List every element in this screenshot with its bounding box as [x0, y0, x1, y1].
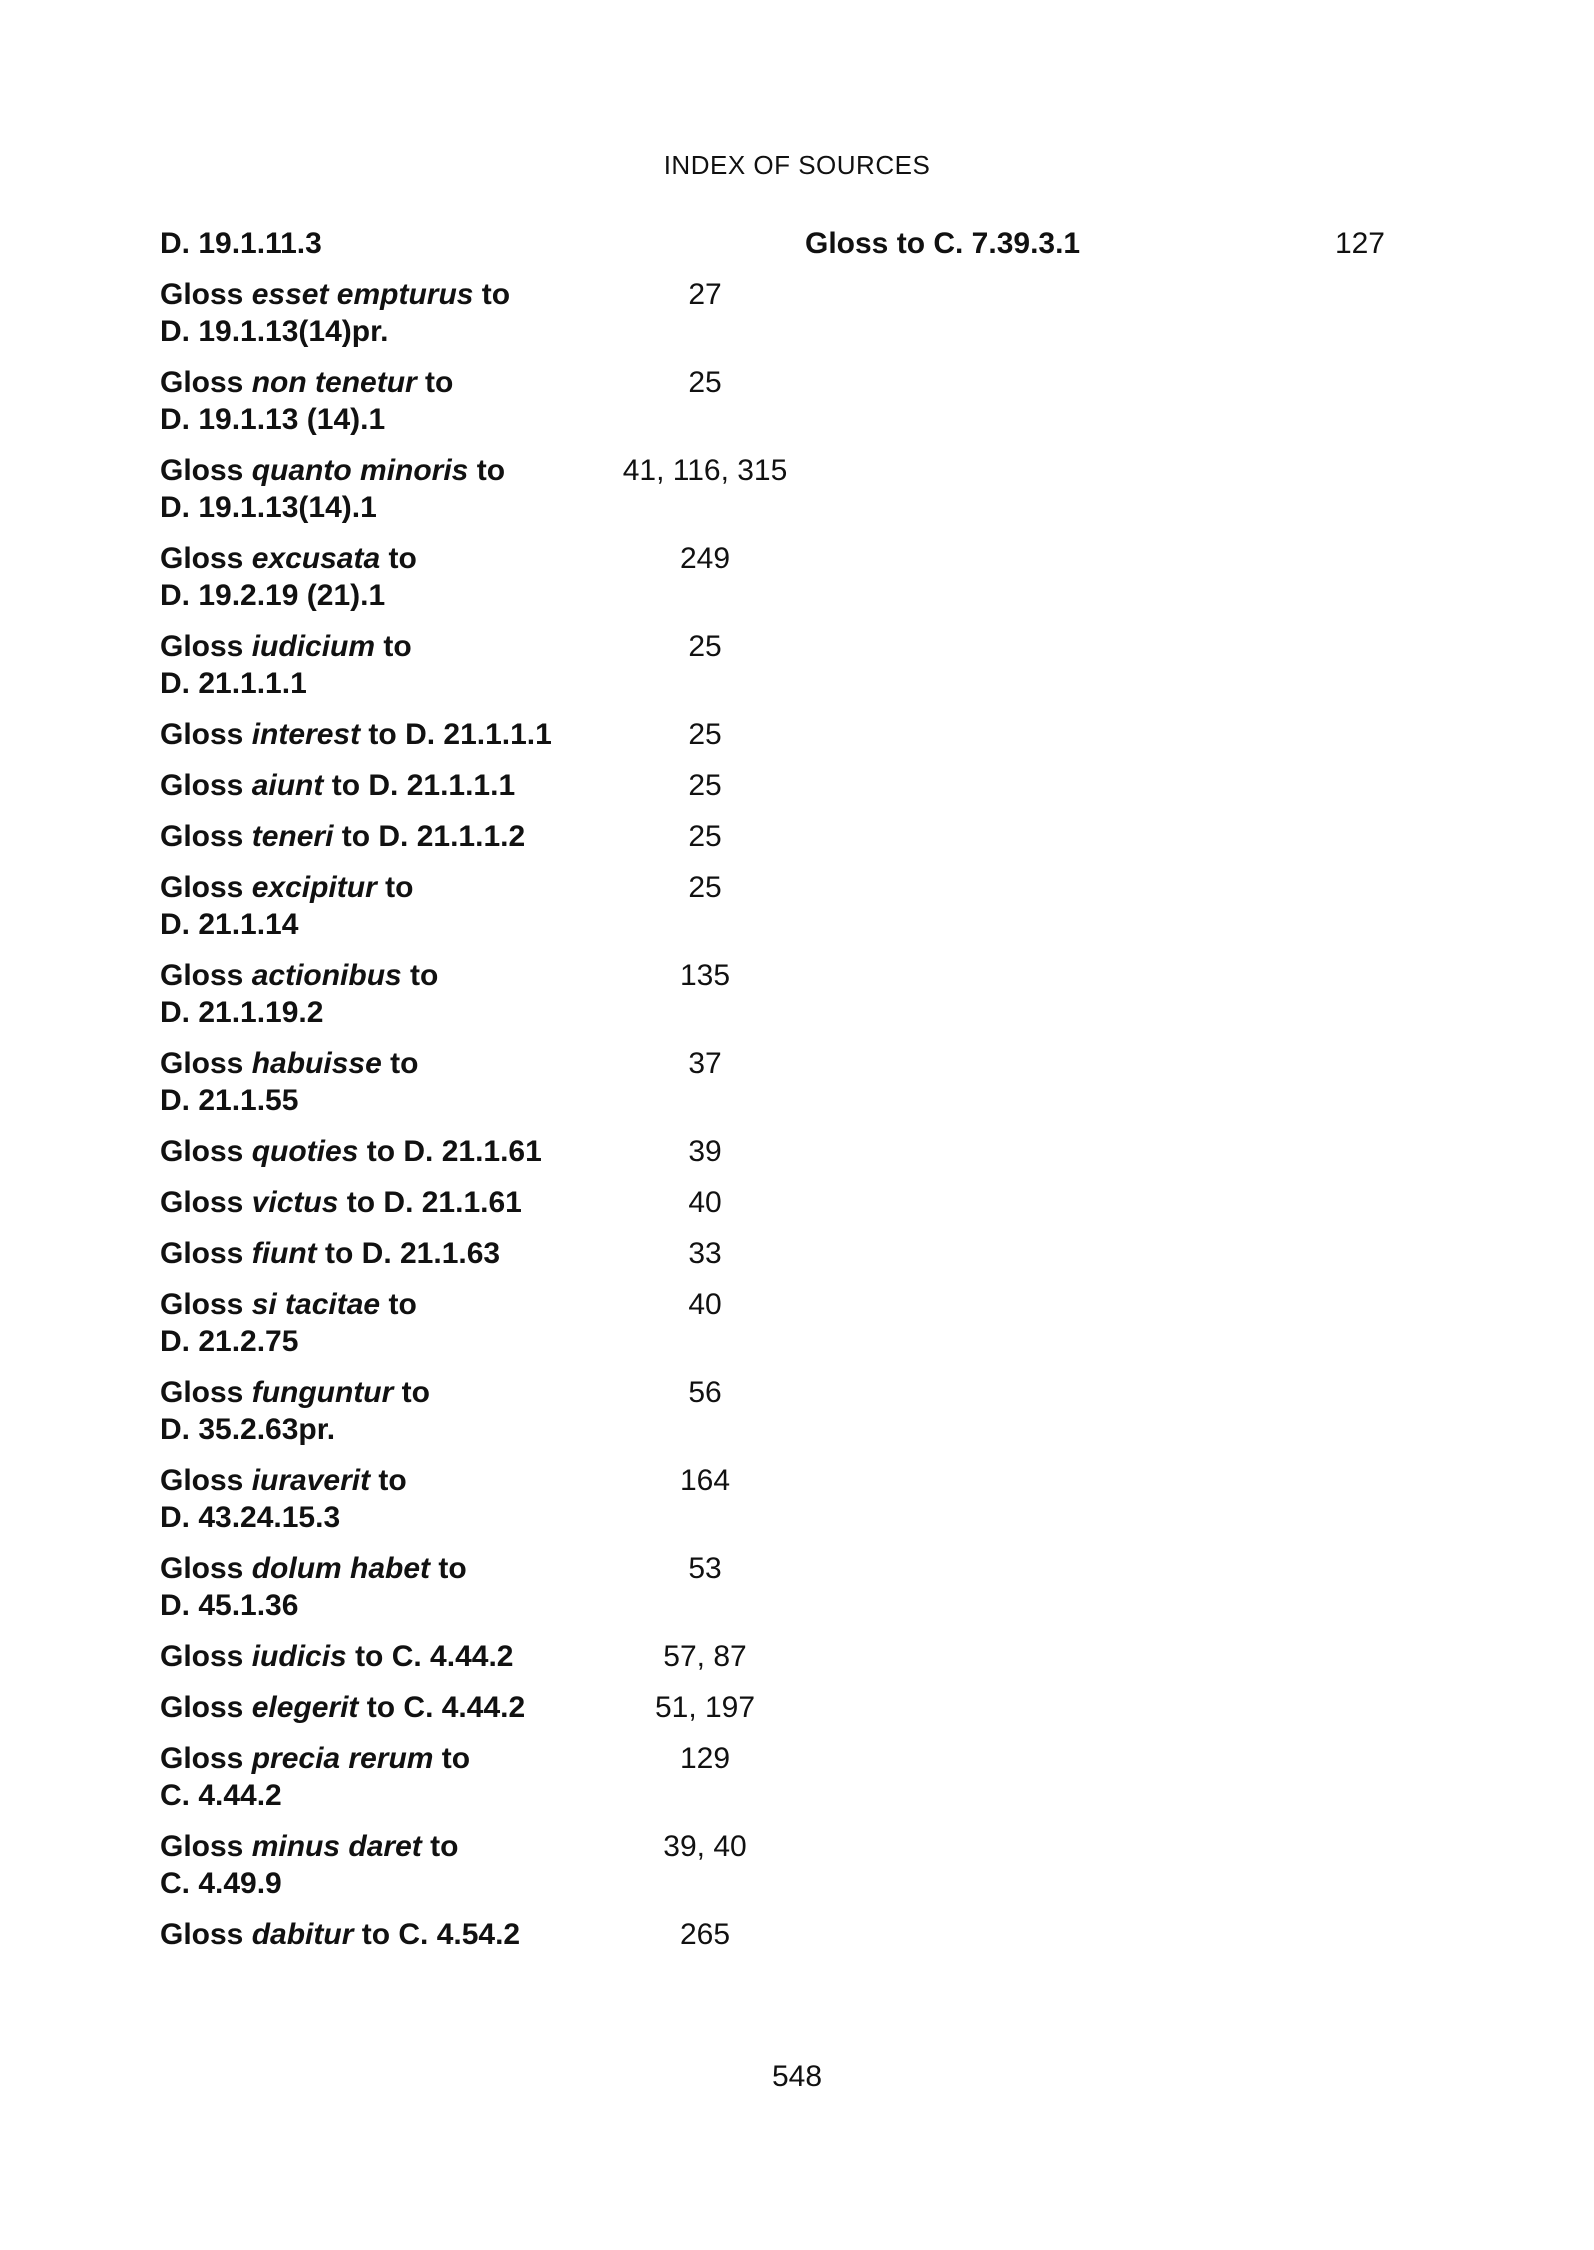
- entry-text-segment: D. 21.1.55: [160, 1084, 299, 1117]
- gloss-lemma: non tenetur: [251, 366, 417, 399]
- entry-text-segment: Gloss: [160, 1640, 252, 1673]
- gloss-lemma: elegerit: [251, 1691, 359, 1724]
- index-entry: [160, 869, 810, 943]
- index-entry-pages: 57, 87: [663, 1640, 747, 1673]
- index-entry-heading: [160, 1689, 600, 1726]
- index-entry-line: [160, 1499, 600, 1536]
- index-entry-pages: 37: [688, 1047, 722, 1080]
- index-entry-line: [160, 716, 600, 753]
- entry-text-segment: Gloss: [160, 454, 252, 487]
- gloss-lemma: aiunt: [251, 769, 324, 802]
- entry-text-segment: Gloss: [160, 1237, 252, 1270]
- gloss-lemma: minus daret: [251, 1830, 422, 1863]
- gloss-lemma: precia rerum: [251, 1742, 434, 1775]
- gloss-lemma: si tacitae: [251, 1288, 381, 1321]
- index-entry-pages: 25: [688, 630, 722, 663]
- index-entry: [160, 1462, 810, 1536]
- index-entry-pages: 135: [679, 959, 731, 992]
- index-entry-line: [160, 957, 600, 994]
- index-entry-line: [160, 906, 600, 943]
- index-entry-line: [160, 818, 600, 855]
- index-entry-line: [160, 364, 600, 401]
- index-entry-heading: [160, 1550, 600, 1624]
- index-entry-pages: 25: [688, 366, 722, 399]
- entry-text-segment: to: [421, 1830, 459, 1863]
- entry-text-segment: D. 35.2.63pr.: [160, 1413, 336, 1446]
- index-entry-heading: [160, 225, 600, 262]
- index-entry-line: [160, 1740, 600, 1777]
- entry-text-segment: to: [430, 1552, 467, 1585]
- index-entry-line: [160, 225, 600, 262]
- entry-text-segment: Gloss: [160, 1186, 252, 1219]
- index-entry-line: [160, 1082, 600, 1119]
- gloss-lemma: iudicis: [251, 1640, 347, 1673]
- entry-text-segment: Gloss: [160, 366, 252, 399]
- index-entry-line: [160, 1828, 600, 1865]
- index-entry: [160, 452, 810, 526]
- index-entry-heading: [160, 1045, 600, 1119]
- gloss-lemma: iudicium: [251, 630, 376, 663]
- entry-text-segment: D. 43.24.15.3: [160, 1501, 341, 1534]
- entry-text-segment: D. 21.2.75: [160, 1325, 299, 1358]
- entry-text-segment: D. 19.1.13(14)pr.: [160, 315, 389, 348]
- index-entry: [160, 276, 810, 350]
- index-entry: [160, 957, 810, 1031]
- index-entry-heading: [160, 767, 600, 804]
- index-entry-heading: [160, 540, 600, 614]
- index-entry-pages: 164: [679, 1464, 731, 1497]
- index-entry-pages: 41, 116, 315: [622, 454, 788, 487]
- index-entry-heading: [160, 1133, 600, 1170]
- entry-text-segment: to: [393, 1376, 430, 1409]
- index-entry-heading: [160, 869, 600, 943]
- index-column-left: [160, 225, 810, 1967]
- entry-text-segment: Gloss: [160, 1047, 252, 1080]
- entry-text-segment: D. 19.1.13 (14).1: [160, 403, 386, 436]
- index-entry-line: [160, 994, 600, 1031]
- index-entry-line: [160, 1374, 600, 1411]
- index-entry-line: [160, 1184, 600, 1221]
- index-entry: [160, 1550, 810, 1624]
- gloss-lemma: quoties: [251, 1135, 359, 1168]
- entry-text-segment: Gloss: [160, 1691, 252, 1724]
- entry-text-segment: Gloss: [160, 871, 252, 904]
- entry-text-segment: D. 21.1.14: [160, 908, 299, 941]
- entry-text-segment: to D. 21.1.1.2: [333, 820, 526, 853]
- index-entry-line: [160, 628, 600, 665]
- entry-text-segment: to: [375, 630, 412, 663]
- gloss-lemma: fiunt: [251, 1237, 317, 1270]
- index-entry-pages: 39, 40: [663, 1830, 747, 1863]
- index-entry-pages: 53: [688, 1552, 722, 1585]
- index-entry-pages: 127: [1334, 227, 1385, 260]
- index-entry-heading: [805, 225, 1285, 262]
- index-entry: [160, 1740, 810, 1814]
- entry-text-segment: C. 4.49.9: [160, 1867, 282, 1900]
- index-entry-line: [160, 1411, 600, 1448]
- index-entry: [160, 1286, 810, 1360]
- index-entry-heading: [160, 1374, 600, 1448]
- index-entry-line: [160, 665, 600, 702]
- index-entry-pages: 40: [688, 1186, 722, 1219]
- index-entry-line: [160, 1916, 600, 1953]
- entry-text-segment: to: [380, 1288, 417, 1321]
- index-entry-heading: [160, 452, 600, 526]
- index-entry-pages: 51, 197: [654, 1691, 756, 1724]
- entry-text-segment: to C. 4.54.2: [353, 1918, 521, 1951]
- entry-text-segment: to D. 21.1.1.1: [323, 769, 516, 802]
- entry-text-segment: Gloss: [160, 1376, 252, 1409]
- gloss-lemma: interest: [251, 718, 361, 751]
- index-entry-heading: [160, 628, 600, 702]
- index-entry-pages: 129: [679, 1742, 731, 1775]
- index-entry-line: [160, 276, 600, 313]
- index-entry-pages: 27: [688, 278, 722, 311]
- index-entry: [160, 225, 810, 262]
- index-entry-line: [160, 577, 600, 614]
- entry-text-segment: D. 19.1.11.3: [160, 227, 322, 260]
- index-entry: [160, 1184, 810, 1221]
- entry-text-segment: Gloss: [160, 1552, 252, 1585]
- page-number: 548: [771, 2060, 823, 2093]
- entry-text-segment: D. 21.1.19.2: [160, 996, 324, 1029]
- entry-text-segment: C. 4.44.2: [160, 1779, 282, 1812]
- index-entry: [160, 1638, 810, 1675]
- index-entry-pages: 25: [688, 871, 722, 904]
- index-entry-pages: 40: [688, 1288, 722, 1321]
- index-entry: [160, 1045, 810, 1119]
- index-entry-heading: [160, 1235, 600, 1272]
- gloss-lemma: excipitur: [251, 871, 377, 904]
- index-entry-line: [160, 1587, 600, 1624]
- entry-text-segment: Gloss: [160, 1830, 252, 1863]
- gloss-lemma: teneri: [251, 820, 334, 853]
- index-entry: [160, 540, 810, 614]
- gloss-lemma: quanto minoris: [251, 454, 469, 487]
- entry-text-segment: D. 21.1.1.1: [160, 667, 307, 700]
- entry-text-segment: to D. 21.1.61: [358, 1135, 542, 1168]
- index-column-right: [805, 225, 1405, 276]
- index-entry-line: [160, 1286, 600, 1323]
- index-entry-pages: 265: [679, 1918, 731, 1951]
- entry-text-segment: to C. 4.44.2: [346, 1640, 514, 1673]
- gloss-lemma: funguntur: [251, 1376, 394, 1409]
- entry-text-segment: to: [376, 871, 414, 904]
- entry-text-segment: Gloss: [160, 1742, 252, 1775]
- index-entry: [805, 225, 1405, 262]
- gloss-lemma: iuraverit: [251, 1464, 371, 1497]
- index-entry-pages: 249: [679, 542, 731, 575]
- entry-text-segment: D. 45.1.36: [160, 1589, 299, 1622]
- index-entry-pages: 56: [688, 1376, 722, 1409]
- index-entry-heading: [160, 1740, 600, 1814]
- index-entry-line: [160, 1235, 600, 1272]
- index-entry-heading: [160, 1916, 600, 1953]
- entry-text-segment: Gloss: [160, 769, 252, 802]
- entry-text-segment: Gloss: [160, 718, 252, 751]
- entry-text-segment: to: [380, 542, 417, 575]
- index-entry-heading: [160, 1462, 600, 1536]
- entry-text-segment: Gloss: [160, 959, 252, 992]
- entry-text-segment: D. 19.2.19 (21).1: [160, 579, 386, 612]
- entry-text-segment: to: [473, 278, 511, 311]
- index-entry-heading: [160, 1828, 600, 1902]
- index-entry-pages: 25: [688, 820, 722, 853]
- entry-text-segment: Gloss: [160, 278, 252, 311]
- index-entry-line: [160, 313, 600, 350]
- entry-text-segment: Gloss: [160, 1464, 252, 1497]
- gloss-lemma: dolum habet: [251, 1552, 431, 1585]
- gloss-lemma: habuisse: [251, 1047, 382, 1080]
- index-entry: [160, 1235, 810, 1272]
- entry-text-segment: Gloss: [160, 542, 252, 575]
- entry-text-segment: to: [416, 366, 454, 399]
- index-entry-heading: [160, 276, 600, 350]
- entry-text-segment: to D. 21.1.1.1: [360, 718, 552, 751]
- index-entry-line: [160, 1133, 600, 1170]
- index-entry-heading: [160, 1286, 600, 1360]
- index-entry: [160, 818, 810, 855]
- entry-text-segment: Gloss: [160, 820, 252, 853]
- index-entry: [160, 1689, 810, 1726]
- index-entry-pages: 33: [688, 1237, 722, 1270]
- entry-text-segment: Gloss to C. 7.39.3.1: [805, 227, 1081, 260]
- index-entry-line: [160, 489, 600, 526]
- index-entry-line: [160, 869, 600, 906]
- index-entry-heading: [160, 1638, 600, 1675]
- index-entry-line: [160, 401, 600, 438]
- index-entry: [160, 716, 810, 753]
- entry-text-segment: to: [401, 959, 439, 992]
- index-entry: [160, 1916, 810, 1953]
- entry-text-segment: Gloss: [160, 630, 252, 663]
- index-entry-line: [160, 1865, 600, 1902]
- index-entry-line: [160, 1462, 600, 1499]
- index-entry: [160, 364, 810, 438]
- index-entry-heading: [160, 957, 600, 1031]
- index-entry: [160, 628, 810, 702]
- index-entry-line: [160, 1638, 600, 1675]
- gloss-lemma: dabitur: [251, 1918, 354, 1951]
- index-entry-pages: 25: [688, 769, 722, 802]
- index-entry-pages: 39: [688, 1135, 722, 1168]
- index-entry: [160, 767, 810, 804]
- index-entry-line: [160, 1777, 600, 1814]
- entry-text-segment: Gloss: [160, 1135, 252, 1168]
- entry-text-segment: to D. 21.1.63: [316, 1237, 501, 1270]
- index-entry-line: [160, 452, 600, 489]
- index-entry-line: [805, 225, 1285, 262]
- index-entry-heading: [160, 716, 600, 753]
- index-entry-heading: [160, 818, 600, 855]
- running-head: INDEX OF SOURCES: [663, 150, 931, 180]
- index-entry: [160, 1828, 810, 1902]
- index-entry-line: [160, 540, 600, 577]
- gloss-lemma: esset empturus: [251, 278, 474, 311]
- entry-text-segment: to: [381, 1047, 419, 1080]
- index-entry-pages: 25: [688, 718, 722, 751]
- entry-text-segment: to: [433, 1742, 471, 1775]
- entry-text-segment: Gloss: [160, 1288, 252, 1321]
- gloss-lemma: victus: [251, 1186, 339, 1219]
- entry-text-segment: to: [370, 1464, 407, 1497]
- index-entry: [160, 1374, 810, 1448]
- index-entry: [160, 1133, 810, 1170]
- index-entry-line: [160, 1689, 600, 1726]
- index-entry-line: [160, 1323, 600, 1360]
- index-entry-line: [160, 1550, 600, 1587]
- entry-text-segment: to C. 4.44.2: [358, 1691, 526, 1724]
- index-entry-line: [160, 1045, 600, 1082]
- entry-text-segment: Gloss: [160, 1918, 252, 1951]
- index-entry-line: [160, 767, 600, 804]
- entry-text-segment: to: [468, 454, 506, 487]
- entry-text-segment: to D. 21.1.61: [338, 1186, 522, 1219]
- entry-text-segment: D. 19.1.13(14).1: [160, 491, 377, 524]
- index-entry-heading: [160, 1184, 600, 1221]
- gloss-lemma: actionibus: [251, 959, 402, 992]
- index-entry-heading: [160, 364, 600, 438]
- gloss-lemma: excusata: [251, 542, 381, 575]
